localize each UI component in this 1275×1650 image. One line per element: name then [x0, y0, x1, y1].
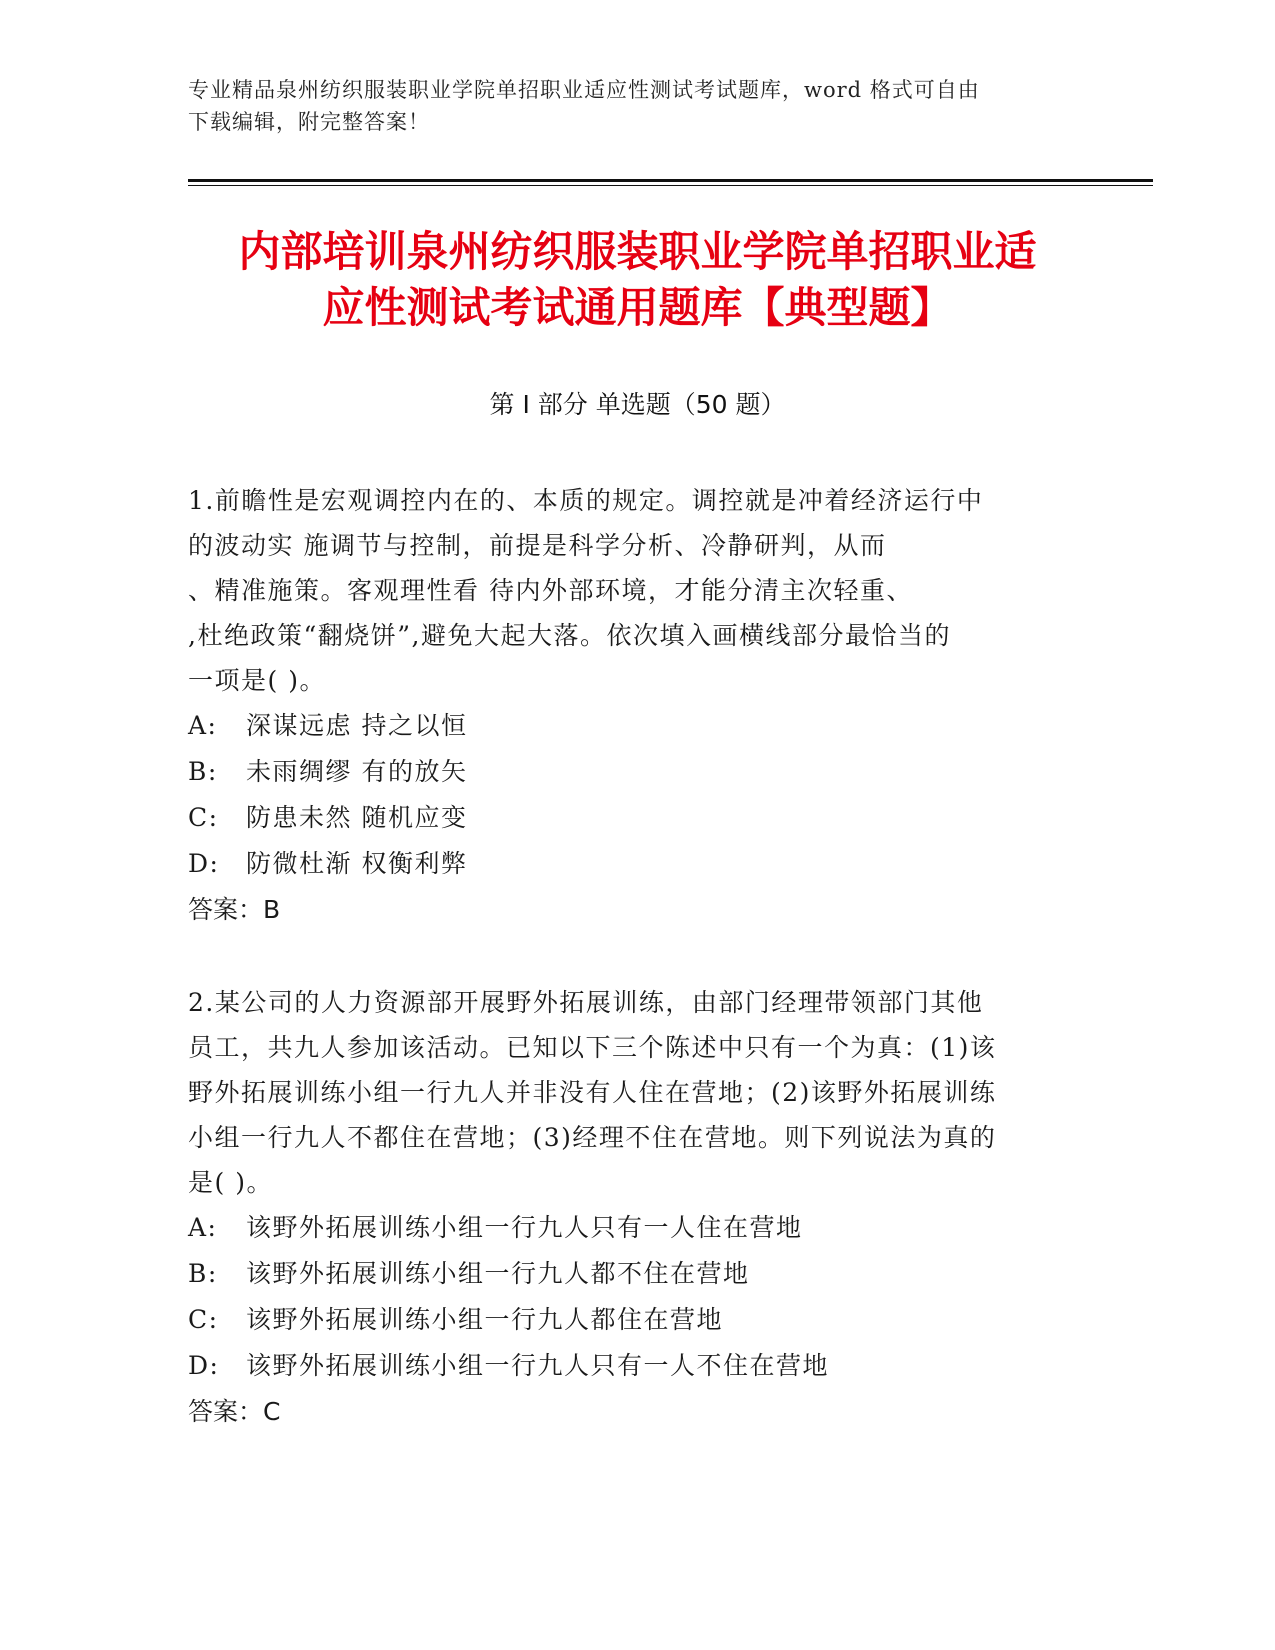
option-letter: D:	[188, 849, 220, 878]
option-text: 未雨绸缪 有的放矢	[246, 757, 468, 786]
document-title-line: 内部培训泉州纺织服装职业学院单招职业适	[238, 227, 1037, 276]
option-d	[188, 841, 1068, 887]
option-letter: B:	[188, 1259, 218, 1288]
question-stem-line: 员工，共九人参加该活动。已知以下三个陈述中只有一个为真：(1)该	[188, 1033, 997, 1062]
option-letter: A:	[188, 1213, 218, 1242]
option-letter: C:	[188, 1305, 219, 1334]
option-c	[188, 795, 1068, 841]
question-stem-line: 是( )。	[188, 1168, 273, 1197]
option-a	[188, 703, 1068, 749]
document-title-line: 应性测试考试通用题库【典型题】	[322, 283, 953, 332]
question-stem-line: ,杜绝政策“翻烧饼”,避免大起大落。依次填入画横线部分最恰当的	[188, 621, 951, 650]
option-letter: D:	[188, 1351, 220, 1380]
question-stem-line: 一项是( )。	[188, 666, 326, 695]
question-stem-line: 、精准施策。客观理性看 待内外部环境，才能分清主次轻重、	[188, 576, 913, 605]
option-text: 该野外拓展训练小组一行九人只有一人住在营地	[246, 1213, 803, 1242]
document-title	[150, 224, 1125, 336]
answer-line: 答案：B	[188, 895, 281, 924]
question-stem-line: 的波动实 施调节与控制，前提是科学分析、冷静研判，从而	[188, 531, 887, 560]
option-text: 防患未然 随机应变	[246, 803, 468, 832]
question-stem-line: 1.前瞻性是宏观调控内在的、本质的规定。调控就是冲着经济运行中	[188, 486, 984, 515]
option-b	[188, 749, 1068, 795]
option-c	[188, 1297, 1068, 1343]
option-text: 防微杜渐 权衡利弊	[246, 849, 468, 878]
section-heading: 第 I 部分 单选题（50 题）	[489, 390, 786, 419]
question-stem-line: 野外拓展训练小组一行九人并非没有人住在营地；(2)该野外拓展训练	[188, 1078, 997, 1107]
option-b	[188, 1251, 1068, 1297]
header-note	[188, 74, 1088, 138]
question-stem-line: 小组一行九人不都住在营地；(3)经理不住在营地。则下列说法为真的	[188, 1123, 997, 1152]
option-a	[188, 1205, 1068, 1251]
option-text: 该野外拓展训练小组一行九人都不住在营地	[246, 1259, 750, 1288]
option-text: 该野外拓展训练小组一行九人只有一人不住在营地	[246, 1351, 830, 1380]
option-d	[188, 1343, 1068, 1389]
option-letter: B:	[188, 757, 218, 786]
option-text: 深谋远虑 持之以恒	[246, 711, 468, 740]
option-letter: A:	[188, 711, 218, 740]
header-note-line: 下载编辑，附完整答案！	[188, 110, 430, 134]
question-1	[188, 478, 1068, 933]
option-text: 该野外拓展训练小组一行九人都住在营地	[246, 1305, 724, 1334]
header-divider	[188, 179, 1153, 182]
option-letter: C:	[188, 803, 219, 832]
question-stem-line: 2.某公司的人力资源部开展野外拓展训练，由部门经理带领部门其他	[188, 988, 984, 1017]
header-note-line: 专业精品泉州纺织服装职业学院单招职业适应性测试考试题库，word 格式可自由	[188, 78, 980, 102]
header-divider-thin	[188, 185, 1153, 186]
answer-line: 答案：C	[188, 1397, 281, 1426]
question-2	[188, 980, 1068, 1435]
